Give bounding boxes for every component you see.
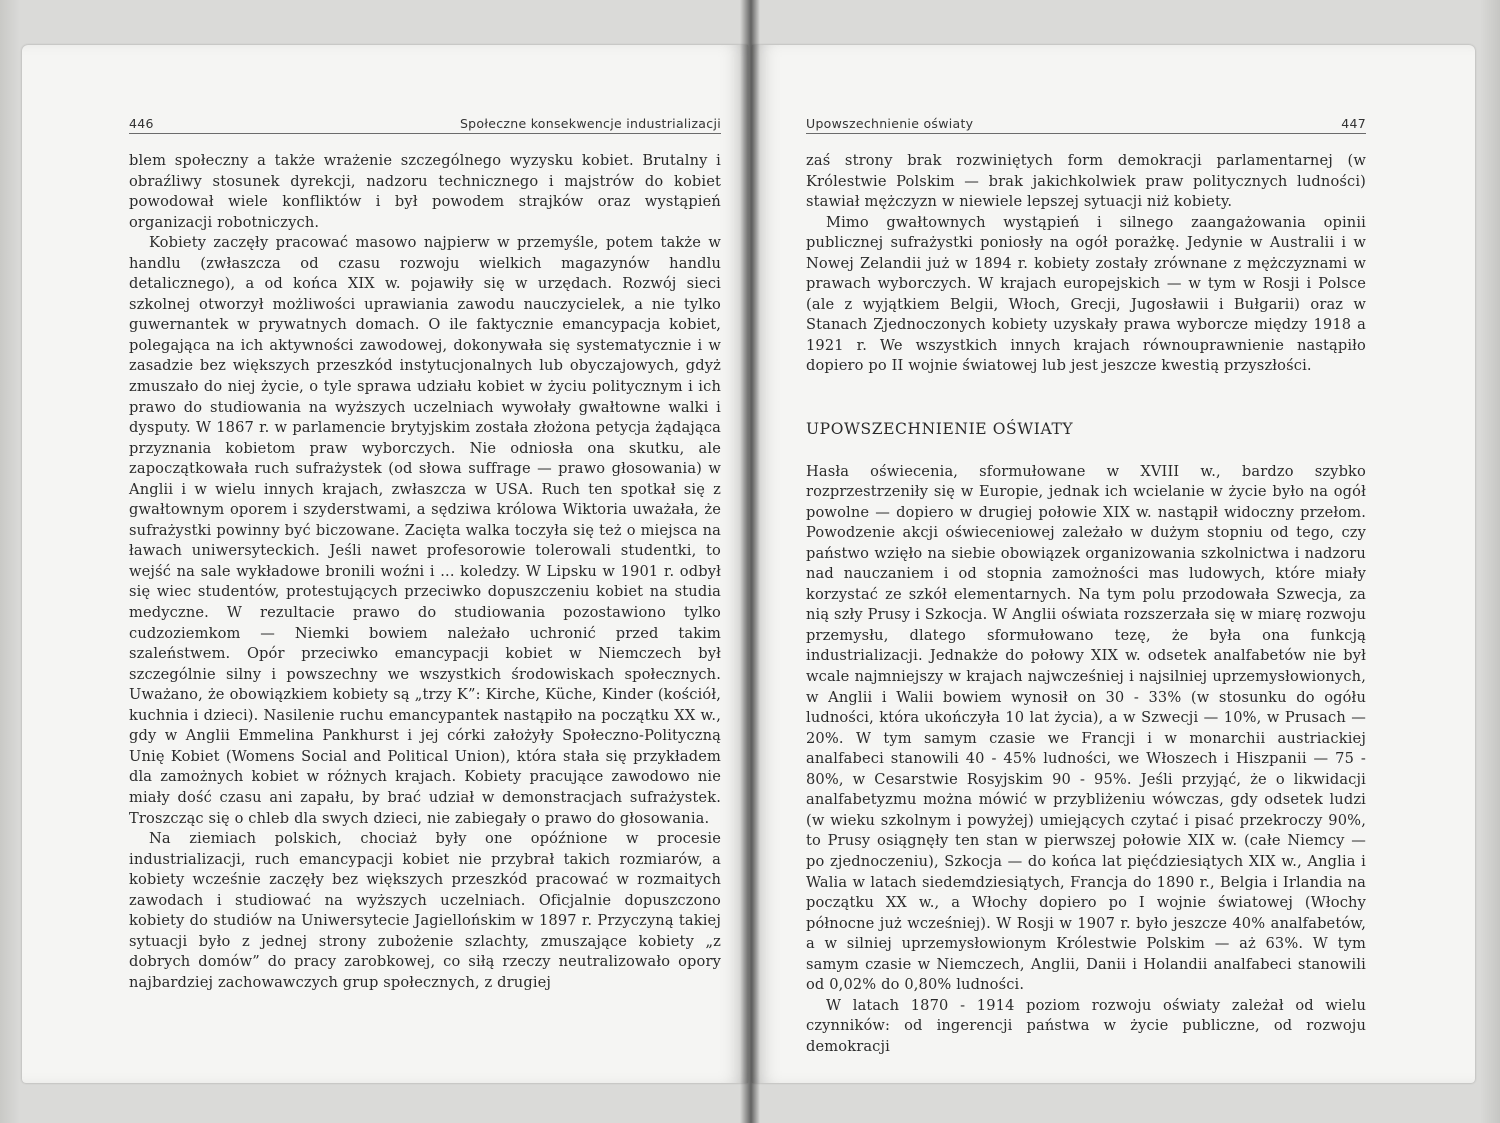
left-page-number: 446 (129, 116, 154, 131)
right-paragraph-1: zaś strony brak rozwiniętych form demokracji parlamentarnej (w Królestwie Polskim — brak jakichkolwiek praw politycznych ludności) stawiał mężczyzn w niewiele lepszej sytuacji niż kobiety. (806, 152, 1366, 211)
section-heading: UPOWSZECHNIENIE OŚWIATY (806, 420, 1074, 439)
right-page (752, 45, 1475, 1083)
left-paragraph-1: blem społeczny a także wrażenie szczególnego wyzysku kobiet. Brutalny i obraźliwy stosunek dyrekcji, nadzoru technicznego i majstrów do kobiet powodował wiele konfliktów i był powodem strajków oraz wystąpień organizacji robotniczych. (129, 152, 721, 231)
right-paragraph-2: Mimo gwałtownych wystąpień i silnego zaangażowania opinii publicznej sufrażystki poniosły na ogół porażkę. Jedynie w Australii i w Nowej Zelandii już w 1894 r. kobiety zostały zrównane z mężczyznami w prawach wyborczych. W krajach europejskich — w tym w Rosji i Polsce (ale z wyjątkiem Belgii, Włoch, Grecji, Jugosławii i Bułgarii) oraz w Stanach Zjednoczonych kobiety uzyskały prawa wyborcze między 1918 a 1921 r. We wszystkich innych krajach równouprawnienie nastąpiło dopiero po II wojnie światowej lub jest jeszcze kwestią przyszłości. (806, 213, 1366, 375)
left-paragraph-3: Na ziemiach polskich, chociaż były one opóźnione w procesie industrializacji, ruch emancypacji kobiet nie przybrał takich rozmiarów, a kobiety wcześnie zaczęły bez większych przeszkód pracować w rozmaitych zawodach i studiować na wyższych uczelniach. Oficjalnie dopuszczono kobiety do studiów na Uniwersytecie Jagiellońskim w 1897 r. Przyczyną takiej sytuacji było z jednej strony zubożenie szlachty, zmuszające kobiety „z dobrych domów” do pracy zarobkowej, co siłą rzeczy neutralizowało opory najbardziej zachowawczych grup społecznych, z drugiej (129, 830, 721, 991)
left-text-block (129, 151, 721, 993)
right-paragraph-3: Hasła oświecenia, sformułowane w XVIII w., bardzo szybko rozprzestrzeniły się w Europie, jednak ich wcielanie w życie było na ogół powolne — dopiero w drugiej połowie XIX w. nastąpił widoczny przełom. Powodzenie akcji oświeceniowej zależało w dużym stopniu od tego, czy państwo wzięło na siebie obowiązek organizowania szkolnictwa i nadzoru nad nauczaniem i od stopnia zamożności mas ludowych, które miały korzystać ze szkół elementarnych. Na tym polu przodowała Szwecja, za nią szły Prusy i Szkocja. W Anglii oświata rozszerzała się w miarę rozwoju przemysłu, dlatego sformułowano tezę, że była ona funkcją industrializacji. Jednakże do połowy XIX w. odsetek analfabetów nie był wcale najmniejszy w krajach najwcześniej i najsilniej uprzemysłowionych, w Anglii i Walii bowiem wynosił on 30 - 33% (w stosunku do ogółu ludności, która ukończyła 10 lat życia), a w Szwecji — 10%, w Prusach — 20%. W tym samym czasie we Francji i w monarchii austriackiej analfabeci stanowili 40 - 45% ludności, we Włoszech i Hiszpanii — 75 - 80%, w Cesarstwie Rosyjskim 90 - 95%. Jeśli przyjąć, że o likwidacji analfabetyzmu można mówić w przybliżeniu wówczas, gdy odsetek ludzi (w wieku szkolnym i powyżej) umiejących czytać i pisać przekroczy 90%, to Prusy osiągnęły ten stan w pierwszej połowie XIX w. (całe Niemcy — po zjednoczeniu), Szkocja — do końca lat pięćdziesiątych XIX w., Anglia i Walia w latach siedemdziesiątych, Francja do 1890 r., Belgia i Irlandia na początku XX w., a Włochy dopiero po I wojnie światowej (Włochy północne już wcześniej). W Rosji w 1907 r. było jeszcze 40% analfabetów, a w silniej uprzemysłowionym Królestwie Polskim — aż 63%. W tym samym czasie w Niemczech, Anglii, Danii i Holandii analfabeci stanowili od 0,02% do 0,80% ludności. (806, 462, 1366, 994)
left-running-head (129, 116, 721, 134)
left-running-title: Społeczne konsekwencje industrializacji (459, 116, 721, 131)
right-page-number: 447 (1341, 116, 1366, 131)
left-paragraph-2: Kobiety zaczęły pracować masowo najpierw w przemyśle, potem także w handlu (zwłaszcza od czasu rozwoju wielkich magazynów handlu detalicznego), a od końca XIX w. pojawiły się w urzędach. Rozwój sieci szkolnej otworzył możliwości uprawiania zawodu nauczycielek, a nie tylko guwernantek w prywatnych domach. O ile faktycznie emancypacja kobiet, polegająca na ich aktywności zawodowej, dokonywała się systematycznie i w zasadzie bez większych przeszkód instytucjonalnych lub obyczajowych, gdyż zmuszało do niej życie, o tyle sprawa udziału kobiet w życiu politycznym i ich prawo do studiowania na wyższych uczelniach wywołały gwałtowne walki i dysputy. W 1867 r. w parlamencie brytyjskim została złożona petycja żądająca przyznania kobietom praw wyborczych. Nie odniosła ona skutku, ale zapoczątkowała ruch sufrażystek (od słowa suffrage — prawo głosowania) w Anglii i w wielu innych krajach, zwłaszcza w USA. Ruch ten spotkał się z gwałtownym oporem i szyderstwami, a sędziwa królowa Wiktoria uważała, że sufrażystki powinny być biczowane. Zacięta walka toczyła się też o miejsca na ławach uniwersyteckich. Jeśli nawet profesorowie tolerowali studentki, to wejść na sale wykładowe bronili woźni i ... koledzy. W Lipsku w 1901 r. odbył się wiec studentów, protestujących przeciwko dopuszczeniu kobiet na studia medyczne. W rezultacie prawo do studiowania pozostawiono tylko cudzoziemkom — Niemki bowiem należało uchronić przed takim szaleństwem. Opór przeciwko emancypacji kobiet w Niemczech był szczególnie silny i powszechny we wszystkich środowiskach społecznych. Uważano, że obowiązkiem kobiety są „trzy K”: Kirche, Küche, Kinder (kościół, kuchnia i dzieci). Nasilenie ruchu emancypantek nastąpiło na początku XX w., gdy w Anglii Emmelina Pankhurst i jej córki założyły Społeczno-Polityczną Unię Kobiet (Womens Social and Political Union), która stała się przykładem dla zamożnych kobiet w różnych krajach. Kobiety pracujące zawodowo nie miały dość czasu ani zapału, by brać udział w demonstracjach sufrażystek. Troszcząc się o chleb dla swych dzieci, nie zabiegały o prawo do głosowania. (129, 234, 721, 827)
right-text-block (806, 151, 1366, 1057)
left-page (22, 45, 748, 1083)
right-running-title: Upowszechnienie oświaty (806, 116, 974, 131)
book-gutter (740, 0, 760, 1123)
right-paragraph-4: W latach 1870 - 1914 poziom rozwoju oświaty zależał od wielu czynników: od ingerencji państwa w życie publiczne, od rozwoju demokracji (806, 996, 1366, 1055)
right-running-head (806, 116, 1366, 134)
